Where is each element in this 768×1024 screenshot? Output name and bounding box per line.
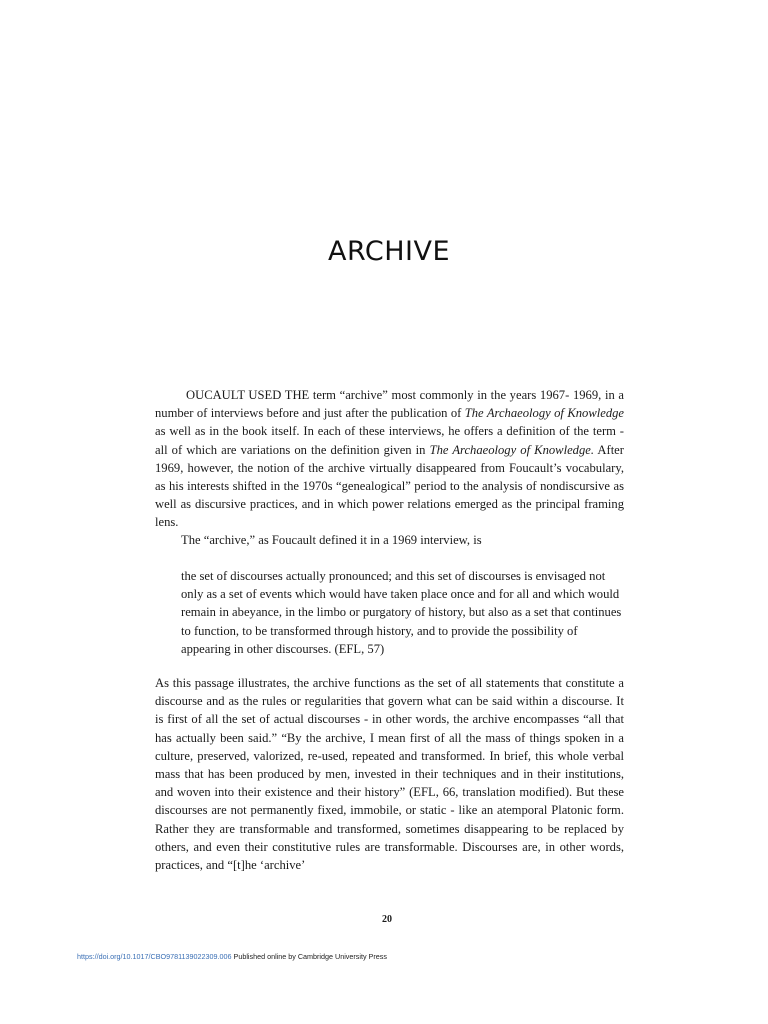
page-number: 20 [382,914,392,925]
footer-citation [77,952,387,961]
quote-intro-line: The “archive,” as Foucault defined it in a 1969 interview, is [181,533,482,547]
opening-paragraph [155,386,624,532]
second-paragraph: As this passage illustrates, the archive functions as the set of all statements that constitute a discourse and as the rules or regularities that govern what can be said within a discourse. It is first of all the set of actual discourses - in other words, the archive encompasses “all that has actually been said.” “By the archive, I mean first of all the mass of things spoken in a culture, preserved, valorized, re-used, repeated and transformed. In brief, this whole verbal mass that has been produced by men, invested in their techniques and in their institutions, and woven into their existence and their history” (EFL, 66, translation modified). But these discourses are not permanently fixed, immobile, or static - like an atemporal Platonic form. Rather they are transformable and transformed, sometimes disappearing to be replaced by others, and even their constitutive rules are transformable. Discourses are, in other words, practices, and “[t]he ‘archive’ [155,676,624,873]
opening-paragraph-text-a: OUCAULT USED THE term “archive” most commonly in the years 1967- 1969, in a number of interviews before and just after the publication of [155,388,624,421]
opening-paragraph-text-c: After 1969, however, the notion of the archive virtually disappeared from Foucault’s vocabulary, as his interests shifted in the 1970s “genealogical” period to the analysis of nondiscursive as well as discursive practices, and in which power relations emerged as the principal framing lens. [155,442,624,530]
book-title-italic-2: The Archaeology of Knowledge. [429,442,594,457]
chapter-title: ARCHIVE [327,236,451,267]
block-quote: the set of discourses actually pronounced; and this set of discourses is envisaged not only as a set of events which would have taken place once and for all and which would remain in abeyance, in the limbo or purgatory of history, but also as a set that continues to function, to be transformed through history, and to provide the possibility of appearing in other discourses. (EFL, 57) [181,569,622,656]
book-title-italic: The Archaeology of Knowledge [464,406,625,421]
opening-paragraph-text-b: as well as in the book itself. In each of these interviews, he offers a definition of the term - all of which are variations on the definition given in [155,424,624,457]
doi-link[interactable]: https://doi.org/10.1017/CBO9781139022309.006 [77,952,232,961]
publisher-note: Published online by Cambridge University Press [231,952,387,961]
